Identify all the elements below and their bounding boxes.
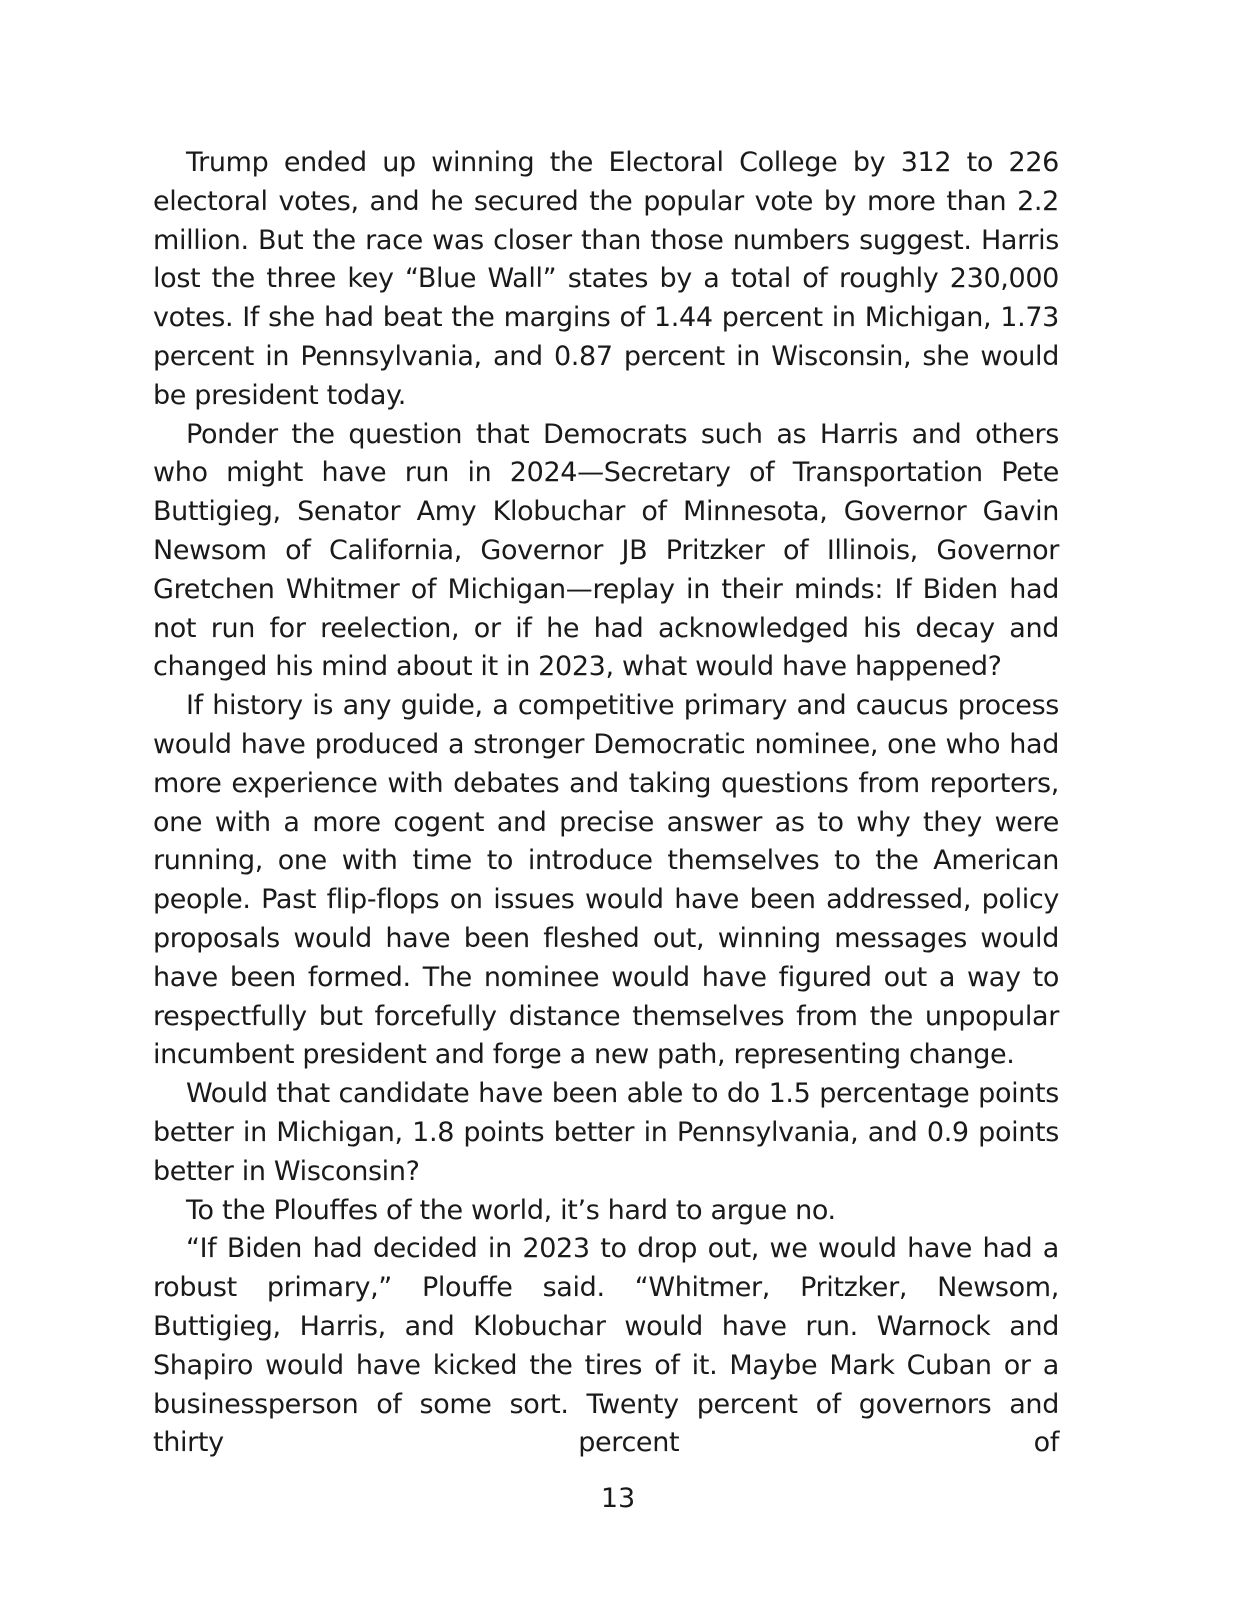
paragraph-candidate-question: Would that candidate have been able to do 1.5 percentage points better in Michigan, 1.8 points better in Pennsylvania, and 0.9 points better in Wisconsin? xyxy=(153,1078,1059,1187)
paragraph-ponder-question: Ponder the question that Democrats such as Harris and others who might have run in 2024—Secretary of Transportation Pete Buttigieg, Senator Amy Klobuchar of Minnesota, Governor Gavin Newsom of California, Governor JB Pritzker of Illinois, Governor Gretchen Whitmer of Michigan—replay in their minds: If Biden had not run for reelection, or if he had acknowledged his decay and changed his mind about it in 2023, what would have happened? xyxy=(153,418,1059,683)
page-number: 13 xyxy=(600,1483,636,1514)
paragraph-plouffes: To the Plouffes of the world, it’s hard to argue no. xyxy=(186,1194,836,1226)
paragraph-plouffe-quote: “If Biden had decided in 2023 to drop out, we would have had a robust primary,” Plouffe said. “Whitmer, Pritzker, Newsom, Buttigieg, Harris, and Klobuchar would have run. Warnock and Shapiro would have kicked the tires of it. Maybe Mark Cuban or a businessperson of some sort. Twenty percent of governors and thirty percent of xyxy=(153,1233,1059,1459)
paragraph-history-guide: If history is any guide, a competitive primary and caucus process would have produced a stronger Democratic nominee, one who had more experience with debates and taking questions from reporters, one with a more cogent and precise answer as to why they were running, one with time to introduce themselves to the American people. Past flip-flops on issues would have been addressed, policy proposals would have been fleshed out, winning messages would have been formed. The nominee would have figured out a way to respectfully but forcefully distance themselves from the unpopular incumbent president and forge a new path, representing change. xyxy=(153,690,1059,1071)
paragraph-electoral-results: Trump ended up winning the Electoral College by 312 to 226 electoral votes, and he secured the popular vote by more than 2.2 million. But the race was closer than those numbers suggest. Harris lost the three key “Blue Wall” states by a total of roughly 230,000 votes. If she had beat the margins of 1.44 percent in Michigan, 1.73 percent in Pennsylvania, and 0.87 percent in Wisconsin, she would be president today. xyxy=(153,147,1059,411)
body-text xyxy=(153,144,1059,1463)
